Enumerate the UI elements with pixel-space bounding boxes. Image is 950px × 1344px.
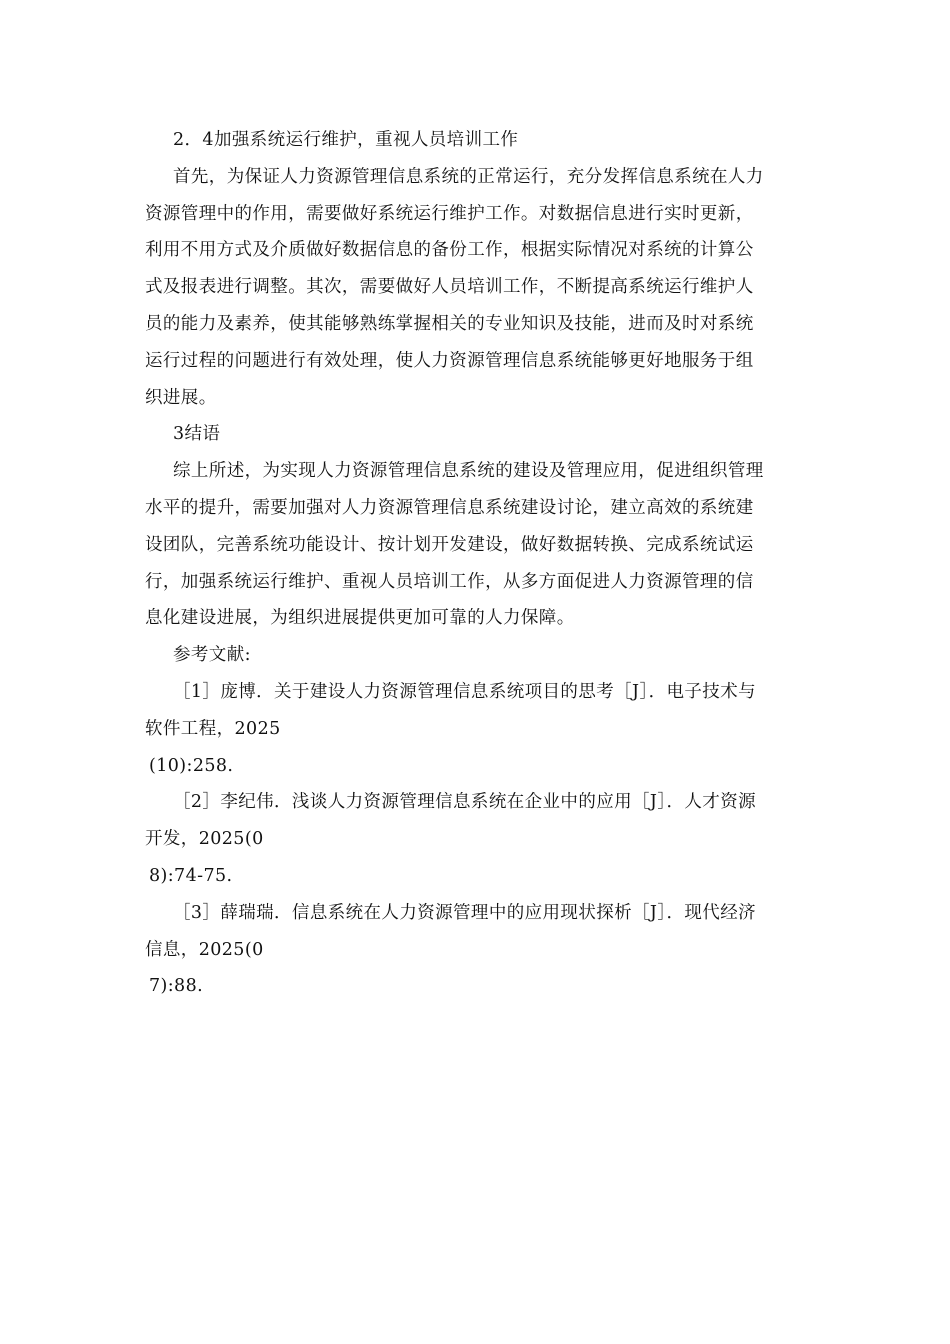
paragraph-line: 首先，为保证人力资源管理信息系统的正常运行，充分发挥信息系统在人力 bbox=[173, 166, 764, 187]
reference-item-2: ［2］李纪伟．浅谈人力资源管理信息系统在企业中的应用［J］．人才资源 bbox=[173, 792, 756, 813]
reference-item-1-cont: (10):258. bbox=[149, 755, 234, 776]
reference-item-3-cont: 7):88. bbox=[149, 976, 204, 997]
paragraph-line: 式及报表进行调整。其次，需要做好人员培训工作，不断提高系统运行维护人 bbox=[145, 277, 754, 298]
reference-item-2-cont: 8):74-75. bbox=[149, 865, 233, 886]
reference-item-3-cont: 信息，2025(0 bbox=[145, 939, 264, 960]
section-heading-2-4: 2．4加强系统运行维护，重视人员培训工作 bbox=[173, 130, 519, 150]
reference-item-1-cont: 软件工程，2025 bbox=[145, 718, 281, 739]
reference-item-2-cont: 开发，2025(0 bbox=[145, 829, 264, 850]
paragraph-line: 设团队，完善系统功能设计、按计划开发建设，做好数据转换、完成系统试运 bbox=[145, 534, 754, 555]
document-body bbox=[145, 122, 807, 1005]
paragraph-line: 综上所述，为实现人力资源管理信息系统的建设及管理应用，促进组织管理 bbox=[173, 461, 764, 482]
references-heading: 参考文献: bbox=[173, 645, 251, 666]
paragraph-line: 员的能力及素养，使其能够熟练掌握相关的专业知识及技能，进而及时对系统 bbox=[145, 313, 754, 334]
section-heading-3: 3结语 bbox=[173, 424, 221, 445]
reference-item-3: ［3］薛瑞瑞．信息系统在人力资源管理中的应用现状探析［J］．现代经济 bbox=[173, 902, 756, 923]
paragraph-line: 水平的提升，需要加强对人力资源管理信息系统建设讨论，建立高效的系统建 bbox=[145, 497, 754, 518]
reference-item-1: ［1］庞博．关于建设人力资源管理信息系统项目的思考［J］．电子技术与 bbox=[173, 681, 756, 702]
paragraph-line: 行，加强系统运行维护、重视人员培训工作，从多方面促进人力资源管理的信 bbox=[145, 571, 754, 592]
paragraph-line: 织进展。 bbox=[145, 387, 217, 408]
paragraph-line: 运行过程的问题进行有效处理，使人力资源管理信息系统能够更好地服务于组 bbox=[145, 350, 754, 371]
paragraph-line: 息化建设进展，为组织进展提供更加可靠的人力保障。 bbox=[145, 608, 575, 629]
paragraph-line: 利用不用方式及介质做好数据信息的备份工作，根据实际情况对系统的计算公 bbox=[145, 240, 754, 261]
paragraph-line: 资源管理中的作用，需要做好系统运行维护工作。对数据信息进行实时更新， bbox=[145, 203, 754, 224]
